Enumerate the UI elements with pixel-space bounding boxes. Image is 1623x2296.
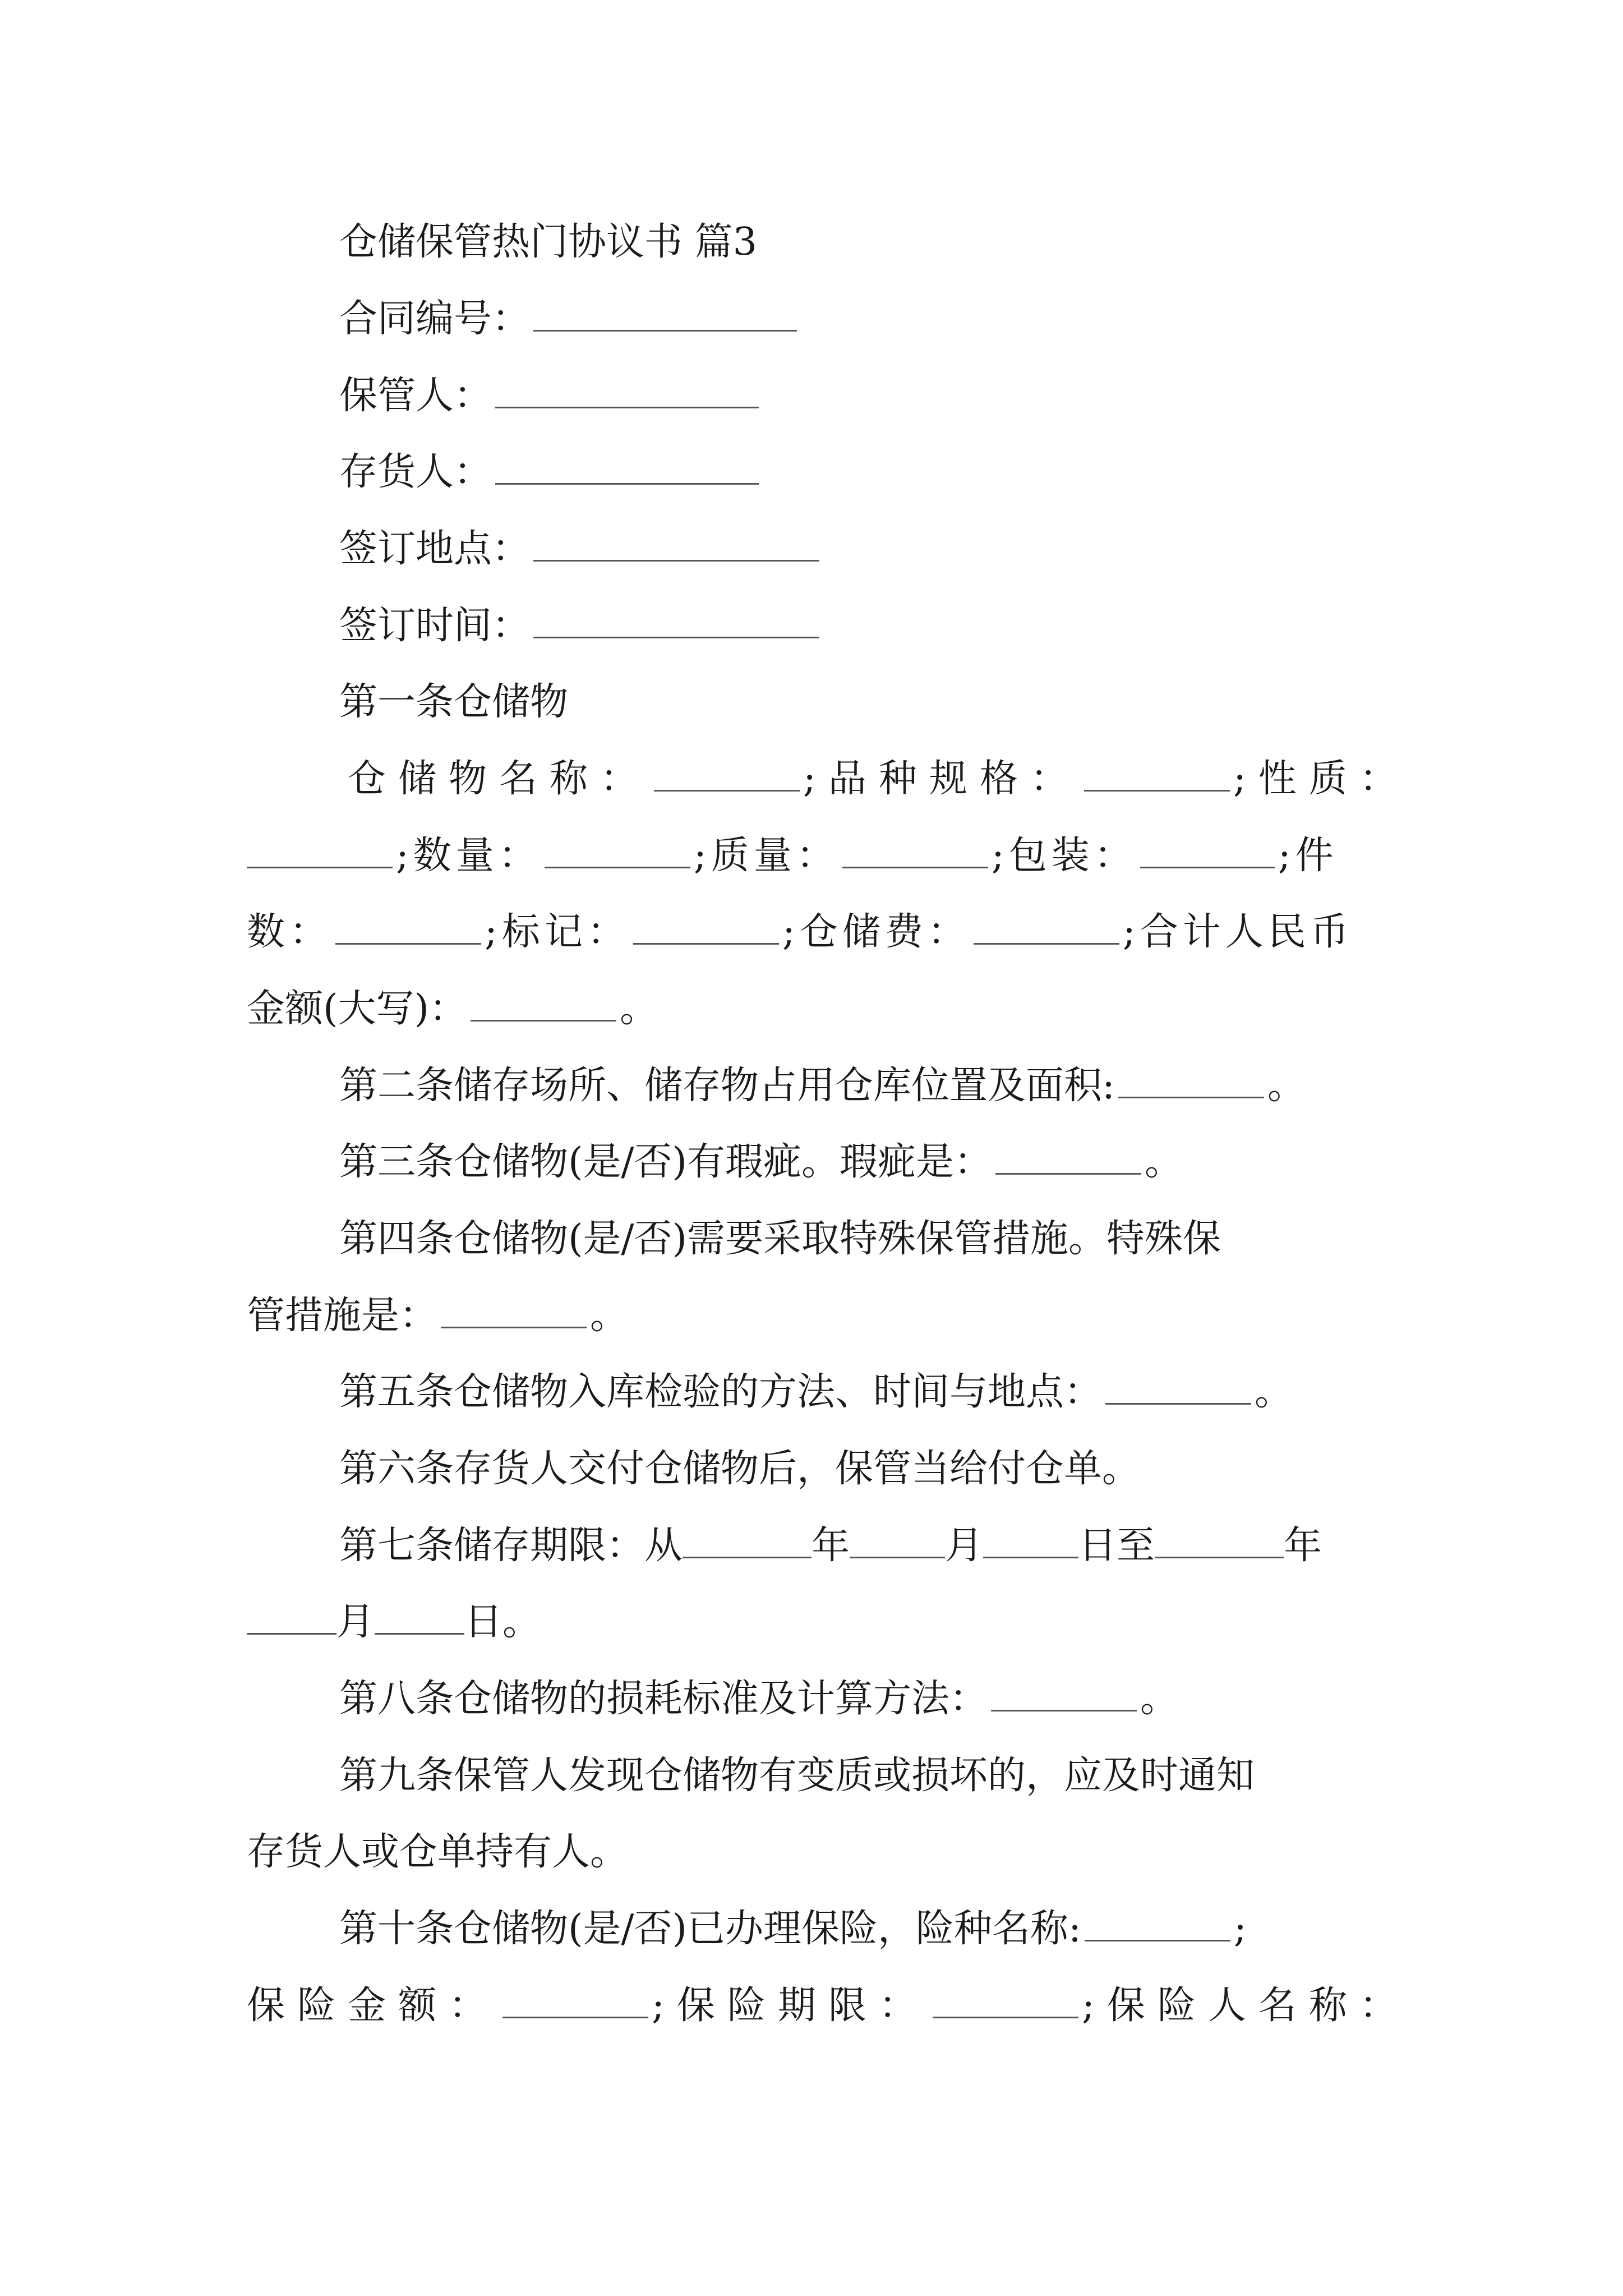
article-9-line-1: 第九条保管人发现仓储物有变质或损坏的，应及时通知 [339, 1754, 1255, 1798]
article-1-line-4: 金额(大写)： 。 [247, 987, 658, 1031]
item-quantity-blank[interactable] [545, 838, 690, 868]
article-6: 第六条存货人交付仓储物后，保管当给付仓单。 [339, 1447, 1141, 1491]
start-year-blank[interactable] [683, 1527, 811, 1558]
article-10-line-1: 第十条仓储物(是/否)已办理保险，险种名称: ; [339, 1907, 1247, 1951]
custodian-line: 保管人： [339, 377, 762, 415]
item-name-blank[interactable] [654, 761, 800, 792]
article-9-line-2: 存货人或仓单持有人。 [247, 1830, 629, 1874]
article-8: 第八条仓储物的损耗标准及计算方法： 。 [339, 1677, 1179, 1721]
article-1-line-2: ;数量： ;质量： ;包装： ;件 [247, 837, 1338, 875]
article-3: 第三条仓储物(是/否)有瑕疵。瑕疵是： 。 [339, 1140, 1183, 1184]
article-10-line-2: 保险金额： ;保险期限： ;保险人名称： [247, 1984, 1410, 2028]
item-quality-blank[interactable] [842, 838, 988, 868]
special-measures-blank[interactable] [441, 1297, 587, 1328]
article-7-line-2: 月 日。 [247, 1603, 541, 1641]
storage-fee-blank[interactable] [974, 914, 1119, 945]
article-1-title: 第一条仓储物 [339, 680, 569, 724]
sign-place-line: 签订地点： [339, 530, 823, 568]
contract-number-line: 合同编号： [339, 300, 800, 338]
storage-location-blank[interactable] [1118, 1068, 1264, 1098]
sign-time-line: 签订时间： [339, 607, 823, 645]
item-mark-blank[interactable] [633, 914, 779, 945]
insurance-amount-blank[interactable] [502, 1987, 648, 2018]
sign-time-blank[interactable] [533, 608, 819, 638]
loss-standard-blank[interactable] [991, 1681, 1137, 1711]
insurance-type-blank[interactable] [1085, 1911, 1230, 1941]
article-4-line-2: 管措施是： 。 [247, 1294, 629, 1338]
contract-number-blank[interactable] [533, 301, 797, 332]
end-year-blank[interactable] [1155, 1527, 1284, 1558]
item-nature-blank[interactable] [247, 838, 393, 868]
document-title: 仓储保管热门协议书 篇3 [339, 220, 757, 264]
inspection-method-blank[interactable] [1105, 1374, 1251, 1405]
article-5: 第五条仓储物入库检验的方法、时间与地点： 。 [339, 1370, 1293, 1414]
custodian-blank[interactable] [495, 378, 759, 408]
amount-in-words-blank[interactable] [471, 991, 616, 1022]
depositor-line: 存货人： [339, 453, 762, 491]
item-pieces-blank[interactable] [335, 914, 481, 945]
item-spec-blank[interactable] [1084, 761, 1230, 792]
start-month-blank[interactable] [850, 1527, 945, 1558]
article-4-line-1: 第四条仓储物(是/否)需要采取特殊保管措施。特殊保 [339, 1217, 1221, 1261]
defect-blank[interactable] [995, 1144, 1141, 1175]
article-1-line-3: 数： ;标记： ;仓储费： ;合计人民币 [247, 910, 1353, 954]
article-2: 第二条储存场所、储存物占用仓库位置及面积: 。 [339, 1064, 1306, 1108]
item-packaging-blank[interactable] [1140, 838, 1275, 868]
article-7-line-1: 第七条储存期限：从 年 月 日至 年 [339, 1524, 1322, 1568]
end-day-blank[interactable] [375, 1604, 464, 1635]
start-day-blank[interactable] [983, 1527, 1078, 1558]
end-month-blank[interactable] [247, 1604, 336, 1635]
sign-place-blank[interactable] [533, 531, 819, 562]
article-1-line-1: 仓储物名称： ;品种规格： ;性质： [348, 757, 1410, 801]
depositor-blank[interactable] [495, 454, 759, 485]
insurance-period-blank[interactable] [933, 1987, 1078, 2018]
